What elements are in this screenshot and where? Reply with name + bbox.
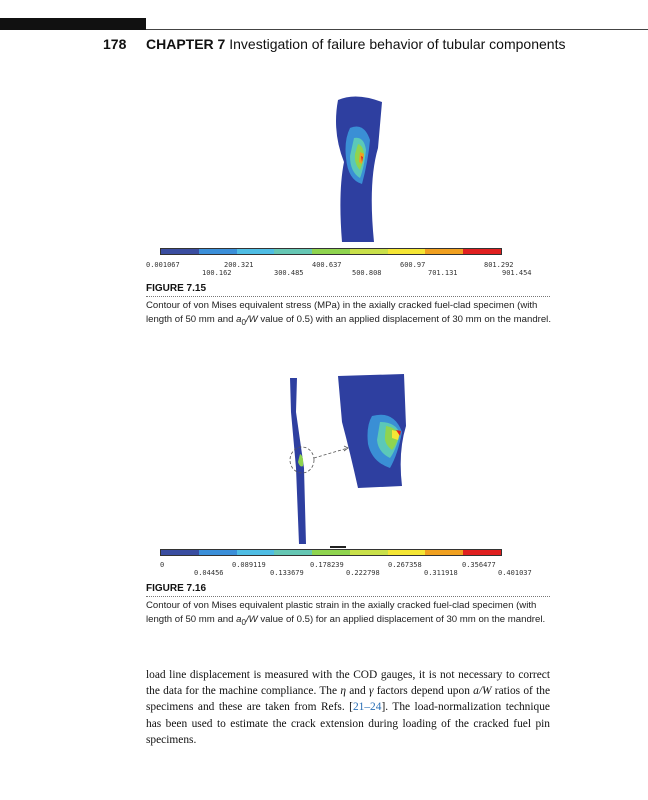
caption-text: Contour of von Mises equivalent stress (MPa) in the axially cracked fuel-clad specimen (with length of 50 mm and [146,300,538,325]
colorbar-label: 300.485 [274,269,304,277]
colorbar-band [350,550,388,555]
colorbar-label: 400.637 [312,261,342,269]
page-number: 178 [103,36,127,52]
header-bar [0,18,146,30]
colorbar-label: 600.97 [400,261,426,269]
figure-7-15-label: FIGURE 7.15 [146,283,207,294]
chapter-heading [146,36,565,52]
figure-7-16-image [280,372,420,548]
colorbar-band [237,550,275,555]
caption-text: value of 0.5) with an applied displacement of 30 mm on the mandrel. [257,314,551,325]
colorbar-band [161,249,199,254]
colorbar-label: 701.131 [428,269,458,277]
caption-text: value of 0.5) for an applied displacement of 30 mm on the mandrel. [257,614,546,625]
colorbar-label: 0.356477 [462,561,496,569]
caption-symbol: /W [245,614,258,625]
colorbar-band [350,249,388,254]
figure-7-16-caption [146,599,554,630]
colorbar-label: 801.292 [484,261,514,269]
colorbar-label: 0.222798 [346,569,380,577]
body-text: factors depend upon [373,685,474,698]
body-text: ratios of the specimens and these are taken from Refs. [ [146,685,550,714]
colorbar-label: 0.178239 [310,561,344,569]
chapter-label: CHAPTER 7 [146,36,226,52]
colorbar-band [161,550,199,555]
figure-7-15-caption [146,299,554,330]
colorbar-label: 500.808 [352,269,382,277]
body-text: ]. The load-normalization technique has been used to estimate the crack extension during loading of the cracked fuel pin specimens. [146,701,550,746]
colorbar-band [312,249,350,254]
caption-symbol: a [236,614,242,625]
colorbar-band [312,550,350,555]
caption-text: Contour of von Mises equivalent plastic strain in the axially cracked fuel-clad specimen (with length of 50 mm and [146,600,537,625]
body-text: and [345,685,369,698]
colorbar-label: 0.133679 [270,569,304,577]
caption-symbol: a [236,314,242,325]
figure-7-15-image [320,92,400,244]
colorbar-label: 0.001067 [146,261,180,269]
figure-rule [146,596,550,597]
colorbar-label: 0 [160,561,165,569]
colorbar-label: 0.089119 [232,561,266,569]
figure-7-16-label: FIGURE 7.16 [146,583,207,594]
colorbar-band [425,550,463,555]
colorbar-band [463,249,501,254]
gamma-symbol: γ [368,685,374,698]
aw-symbol: a/W [473,685,492,698]
figure-7-16-colorbar [160,549,502,556]
header-rule [146,29,648,30]
caption-subscript: 0 [241,617,246,627]
colorbar-band [274,550,312,555]
colorbar-label: 0.04456 [194,569,224,577]
colorbar-label: 0.401037 [498,569,532,577]
figure-rule [146,296,550,297]
figure-7-15-colorbar [160,248,502,255]
colorbar-label: 0.267358 [388,561,422,569]
colorbar-band [425,249,463,254]
colorbar-label: 901.454 [502,269,532,277]
colorbar-band [463,550,501,555]
body-text: load line displacement is measured with the COD gauges, it is not necessary to correct the data for the machine compliance. The [146,669,550,698]
chapter-title: Investigation of failure behavior of tubular components [229,36,566,52]
caption-subscript: 0 [241,317,246,327]
colorbar-band [199,249,237,254]
colorbar-band [388,550,426,555]
body-paragraph [146,667,550,748]
colorbar-band [199,550,237,555]
colorbar-label: 0.311918 [424,569,458,577]
eta-symbol: η [340,685,346,698]
caption-symbol: /W [245,314,258,325]
colorbar-label: 100.162 [202,269,232,277]
colorbar-band [237,249,275,254]
colorbar-band [274,249,312,254]
reference-link[interactable]: 21–24 [352,701,382,714]
colorbar-label: 200.321 [224,261,254,269]
colorbar-band [388,249,426,254]
